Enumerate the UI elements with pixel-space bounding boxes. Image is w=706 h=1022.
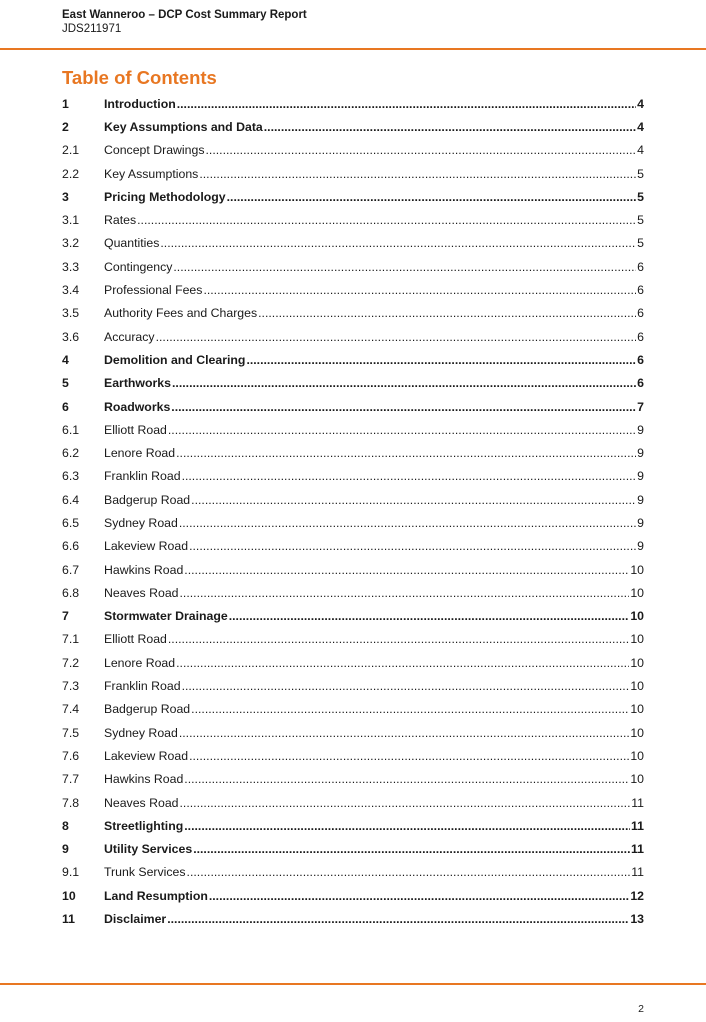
toc-entry-title: Disclaimer	[104, 912, 167, 927]
toc-entry[interactable]	[62, 395, 644, 418]
toc-entry-page: 10	[630, 748, 644, 763]
toc-entry-number: 7.2	[62, 655, 80, 670]
toc-leader-dots	[246, 353, 636, 367]
table-of-contents	[62, 92, 644, 931]
toc-heading: Table of Contents	[62, 67, 217, 88]
toc-entry-page: 7	[637, 399, 644, 414]
toc-entry-page: 6	[637, 329, 644, 344]
toc-entry-number: 9	[62, 842, 69, 857]
toc-entry[interactable]	[62, 674, 644, 697]
toc-entry-title: Lakeview Road	[104, 748, 189, 763]
toc-entry-number: 3	[62, 189, 69, 204]
toc-entry-page: 4	[637, 119, 644, 134]
footer-divider	[0, 983, 706, 985]
toc-entry[interactable]	[62, 418, 644, 441]
toc-entry[interactable]	[62, 139, 644, 162]
toc-entry[interactable]	[62, 115, 644, 138]
toc-leader-dots	[179, 516, 636, 530]
page-number: 2	[638, 1003, 644, 1015]
toc-entry-page: 5	[637, 236, 644, 251]
toc-leader-dots	[203, 283, 636, 297]
toc-leader-dots	[184, 819, 630, 833]
toc-entry-number: 7	[62, 609, 69, 624]
toc-entry[interactable]	[62, 441, 644, 464]
toc-entry-title: Lenore Road	[104, 655, 176, 670]
toc-entry-page: 9	[637, 469, 644, 484]
toc-leader-dots	[193, 842, 630, 856]
toc-entry-title: Quantities	[104, 236, 160, 251]
toc-entry-number: 7.3	[62, 679, 80, 694]
toc-entry-title: Stormwater Drainage	[104, 609, 228, 624]
toc-entry-number: 7.7	[62, 772, 80, 787]
toc-entry-page: 9	[637, 539, 644, 554]
toc-entry[interactable]	[62, 698, 644, 721]
toc-leader-dots	[184, 772, 629, 786]
toc-entry-page: 5	[637, 166, 644, 181]
toc-entry-page: 10	[630, 725, 644, 740]
toc-leader-dots	[189, 749, 629, 763]
toc-entry-number: 11	[62, 912, 75, 927]
toc-entry-number: 9.1	[62, 865, 80, 880]
toc-entry-title: Key Assumptions	[104, 166, 199, 181]
report-code: JDS211971	[62, 23, 122, 35]
toc-entry-page: 9	[637, 422, 644, 437]
toc-entry-title: Roadworks	[104, 399, 171, 414]
toc-entry-title: Contingency	[104, 259, 173, 274]
toc-entry-number: 6.3	[62, 469, 80, 484]
toc-entry[interactable]	[62, 884, 644, 907]
toc-entry-title: Badgerup Road	[104, 492, 191, 507]
toc-entry[interactable]	[62, 302, 644, 325]
toc-entry-page: 9	[637, 492, 644, 507]
toc-entry-title: Demolition and Clearing	[104, 352, 246, 367]
toc-leader-dots	[167, 912, 629, 926]
toc-entry-title: Professional Fees	[104, 283, 203, 298]
toc-entry[interactable]	[62, 838, 644, 861]
toc-entry-page: 11	[631, 842, 644, 857]
toc-entry-number: 3.2	[62, 236, 80, 251]
toc-entry-title: Sydney Road	[104, 515, 178, 530]
toc-entry-title: Introduction	[104, 96, 176, 111]
toc-entry-title: Authority Fees and Charges	[104, 306, 258, 321]
toc-entry-page: 6	[637, 259, 644, 274]
toc-entry[interactable]	[62, 488, 644, 511]
toc-entry-number: 6.8	[62, 585, 80, 600]
toc-entry-title: Franklin Road	[104, 679, 181, 694]
toc-leader-dots	[189, 539, 636, 553]
toc-entry-title: Sydney Road	[104, 725, 178, 740]
toc-entry[interactable]	[62, 162, 644, 185]
toc-entry-number: 3.1	[62, 213, 80, 228]
toc-leader-dots	[187, 865, 631, 879]
toc-entry[interactable]	[62, 861, 644, 884]
toc-entry-number: 7.4	[62, 702, 80, 717]
toc-entry-title: Neaves Road	[104, 585, 179, 600]
toc-entry[interactable]	[62, 278, 644, 301]
toc-leader-dots	[173, 260, 636, 274]
toc-leader-dots	[156, 330, 637, 344]
toc-entry-number: 3.5	[62, 306, 80, 321]
toc-entry-number: 7.8	[62, 795, 80, 810]
toc-entry[interactable]	[62, 791, 644, 814]
toc-entry-page: 4	[637, 143, 644, 158]
toc-entry-number: 5	[62, 376, 69, 391]
toc-leader-dots	[168, 632, 629, 646]
toc-entry-number: 3.6	[62, 329, 80, 344]
toc-entry-page: 13	[630, 912, 644, 927]
toc-entry-number: 2.1	[62, 143, 80, 158]
toc-entry[interactable]	[62, 744, 644, 767]
toc-entry-title: Earthworks	[104, 376, 171, 391]
toc-leader-dots	[182, 469, 637, 483]
toc-entry-title: Pricing Methodology	[104, 189, 226, 204]
toc-entry-number: 6.1	[62, 422, 80, 437]
toc-entry-number: 4	[62, 352, 69, 367]
toc-entry-number: 8	[62, 818, 69, 833]
toc-entry-number: 7.1	[62, 632, 80, 647]
toc-entry-title: Accuracy	[104, 329, 155, 344]
toc-entry-title: Elliott Road	[104, 422, 167, 437]
toc-entry-title: Lenore Road	[104, 446, 176, 461]
toc-leader-dots	[258, 306, 636, 320]
toc-entry[interactable]	[62, 92, 644, 115]
page-header	[62, 8, 307, 36]
toc-entry[interactable]	[62, 628, 644, 651]
toc-entry-title: Hawkins Road	[104, 562, 184, 577]
toc-entry-title: Utility Services	[104, 842, 193, 857]
toc-leader-dots	[177, 97, 636, 111]
toc-entry-title: Badgerup Road	[104, 702, 191, 717]
toc-entry-title: Neaves Road	[104, 795, 179, 810]
toc-entry[interactable]	[62, 372, 644, 395]
toc-entry-title: Rates	[104, 213, 137, 228]
toc-entry[interactable]	[62, 768, 644, 791]
toc-entry-page: 6	[637, 352, 644, 367]
toc-leader-dots	[137, 213, 636, 227]
toc-entry-title: Elliott Road	[104, 632, 167, 647]
toc-entry[interactable]	[62, 255, 644, 278]
toc-entry-number: 10	[62, 888, 76, 903]
toc-entry[interactable]	[62, 511, 644, 534]
toc-leader-dots	[176, 446, 636, 460]
toc-entry[interactable]	[62, 185, 644, 208]
toc-entry-page: 4	[637, 96, 644, 111]
toc-entry-page: 10	[630, 632, 644, 647]
toc-entry-title: Hawkins Road	[104, 772, 184, 787]
toc-entry-title: Lakeview Road	[104, 539, 189, 554]
toc-leader-dots	[264, 120, 636, 134]
toc-entry-number: 3.4	[62, 283, 80, 298]
toc-entry[interactable]	[62, 325, 644, 348]
toc-entry[interactable]	[62, 348, 644, 371]
toc-entry[interactable]	[62, 605, 644, 628]
toc-entry-number: 1	[62, 96, 69, 111]
toc-entry-number: 2	[62, 119, 69, 134]
toc-entry-page: 9	[637, 515, 644, 530]
toc-entry[interactable]	[62, 558, 644, 581]
toc-leader-dots	[180, 796, 631, 810]
toc-entry-number: 3.3	[62, 259, 80, 274]
toc-entry-page: 5	[637, 213, 644, 228]
toc-entry-number: 6.5	[62, 515, 80, 530]
toc-leader-dots	[209, 889, 629, 903]
toc-entry-page: 9	[637, 446, 644, 461]
toc-entry[interactable]	[62, 721, 644, 744]
toc-leader-dots	[199, 167, 636, 181]
toc-entry-page: 10	[630, 609, 644, 624]
report-title: East Wanneroo – DCP Cost Summary Report	[62, 9, 307, 21]
toc-entry-page: 6	[637, 283, 644, 298]
toc-entry[interactable]	[62, 581, 644, 604]
toc-entry-title: Concept Drawings	[104, 143, 205, 158]
toc-entry-page: 10	[630, 702, 644, 717]
toc-entry-title: Franklin Road	[104, 469, 181, 484]
toc-entry-number: 2.2	[62, 166, 80, 181]
toc-leader-dots	[205, 143, 636, 157]
toc-leader-dots	[172, 376, 636, 390]
toc-entry-page: 11	[631, 795, 644, 810]
toc-entry-page: 11	[631, 865, 644, 880]
toc-entry-number: 6.4	[62, 492, 80, 507]
toc-entry[interactable]	[62, 651, 644, 674]
toc-entry-title: Streetlighting	[104, 818, 184, 833]
toc-entry-number: 7.5	[62, 725, 80, 740]
toc-entry-title: Trunk Services	[104, 865, 186, 880]
toc-entry-number: 7.6	[62, 748, 80, 763]
toc-leader-dots	[171, 400, 636, 414]
toc-leader-dots	[229, 609, 630, 623]
toc-entry-number: 6.7	[62, 562, 80, 577]
toc-leader-dots	[191, 702, 629, 716]
toc-leader-dots	[180, 586, 630, 600]
toc-entry-title: Key Assumptions and Data	[104, 119, 263, 134]
toc-leader-dots	[191, 493, 636, 507]
toc-leader-dots	[184, 563, 629, 577]
toc-entry[interactable]	[62, 232, 644, 255]
toc-entry[interactable]	[62, 465, 644, 488]
toc-entry-title: Land Resumption	[104, 888, 208, 903]
toc-entry-page: 10	[630, 679, 644, 694]
toc-entry[interactable]	[62, 814, 644, 837]
toc-leader-dots	[160, 236, 636, 250]
toc-entry-page: 10	[630, 562, 644, 577]
toc-leader-dots	[227, 190, 637, 204]
toc-entry-page: 10	[630, 772, 644, 787]
toc-entry-page: 10	[630, 585, 644, 600]
toc-entry-page: 10	[630, 655, 644, 670]
toc-entry-page: 11	[631, 818, 644, 833]
toc-leader-dots	[176, 656, 629, 670]
toc-leader-dots	[179, 726, 629, 740]
toc-entry-page: 6	[637, 376, 644, 391]
toc-entry-page: 12	[630, 888, 644, 903]
toc-entry-page: 6	[637, 306, 644, 321]
toc-entry-number: 6.6	[62, 539, 80, 554]
toc-entry[interactable]	[62, 208, 644, 231]
toc-entry[interactable]	[62, 535, 644, 558]
toc-entry-number: 6	[62, 399, 69, 414]
toc-entry[interactable]	[62, 907, 644, 930]
toc-leader-dots	[168, 423, 636, 437]
toc-entry-number: 6.2	[62, 446, 80, 461]
toc-entry-page: 5	[637, 189, 644, 204]
toc-leader-dots	[182, 679, 630, 693]
header-divider	[0, 48, 706, 50]
